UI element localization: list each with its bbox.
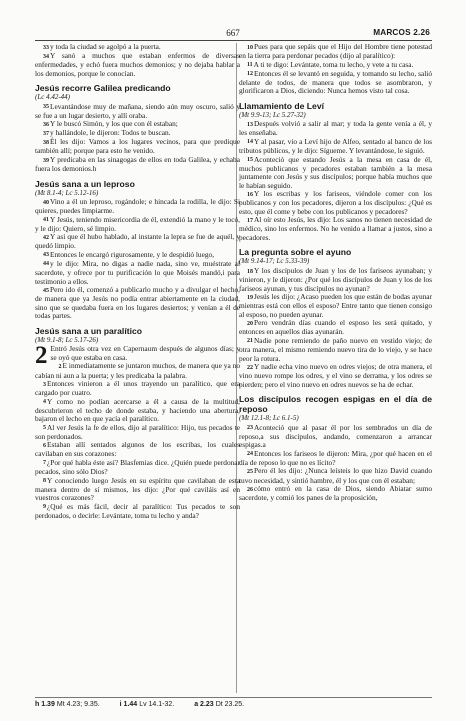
verse-text: y toda la ciudad se agolpó a la puerta. <box>50 42 161 51</box>
running-head: MARCOS 2.26 <box>373 28 430 37</box>
verse-text: Al ver Jesús la fe de ellos, dijo al paralítico: Hijo, tus pecados te son perdonados. <box>35 422 240 441</box>
verse-number: 43 <box>43 252 49 259</box>
footnote-text: Mt 4.23; 9.35. <box>56 701 100 708</box>
right-column <box>239 43 432 503</box>
section-heading: Llamamiento de Leví <box>239 100 325 111</box>
verse-text: Y predicaba en las sinagogas de ellos en toda Galilea, y echaba fuera los demonios.h <box>35 155 240 174</box>
section-heading: Los discípulos recogen espigas en el día de reposo <box>239 394 432 415</box>
verse-block <box>35 103 240 174</box>
verse-text: Y al pasar, vio a Leví hijo de Alfeo, sentado al banco de los tributos públicos, y le dijo: Sígueme. Y levantándose, le siguió. <box>239 136 432 155</box>
verse-text: Y los discípulos de Juan y los de los fariseos ayunaban; y vinieron, y le dijeron: ¿Por qué los discípulos de Juan y los de los fariseos ayunan, y tus discípulos no ayunan? <box>239 266 432 293</box>
verse <box>239 293 432 319</box>
verse-text: Aconteció que al pasar él por los sembrados un día de reposo,a sus discípulos, andando, comenzaron a arrancar espigas.a <box>239 422 432 450</box>
verse-text: Levantándose muy de mañana, siendo aún muy oscuro, salió y se fue a un lugar desierto, y allí oraba. <box>35 101 240 120</box>
verse-number: 39 <box>43 157 49 164</box>
verse-text: ¿Por qué habla éste así? Blasfemias dice. ¿Quién puede perdonar pecados, sino sólo Dios? <box>35 457 240 477</box>
verse-block <box>239 120 432 242</box>
verse-text: E inmediatamente se juntaron muchos, de manera que ya no cabían ni aun a la puerta; y les predicaba la palabra. <box>35 361 240 380</box>
chapter-opening <box>35 342 240 370</box>
verse-text: Jesús les dijo: ¿Acaso pueden los que están de bodas ayunar mientras está con ellos el esposo? Entre tanto que tienen consigo al esposo, no pueden ayunar. <box>239 292 432 319</box>
verse-block <box>239 43 432 96</box>
verse-number: 12 <box>247 71 253 78</box>
verse <box>35 424 240 442</box>
verse-text: Y nadie echa vino nuevo en odres viejos; de otra manera, el vino nuevo rompe los odres, y el vino se derrama, y los odres se pierden; pero el vino nuevo en odres nuevos se ha de echar. <box>239 362 432 389</box>
verse <box>35 216 240 234</box>
parallel-reference: (Mt 9.1-8; Lc 5.17-26) <box>35 335 99 344</box>
verse-number: 15 <box>247 157 253 164</box>
footnote <box>194 701 254 708</box>
verse-block <box>239 267 432 389</box>
verse-block <box>239 424 432 503</box>
verse-text: Entonces los fariseos le dijeron: Mira, ¿por qué hacen en el día de reposo lo que no es lícito? <box>239 448 432 467</box>
verse <box>239 363 432 389</box>
verse <box>35 138 240 156</box>
verse-text: y le dijo: Mira, no digas a nadie nada, sino ve, muéstrate al sacerdote, y ofrece por tu purificación lo que Moisés mandó,i para testimonio a ellos. <box>35 258 240 286</box>
verse <box>239 337 432 363</box>
verse <box>239 70 432 96</box>
verse-number: 26 <box>247 486 253 493</box>
verse-text: Pero vendrán días cuando el esposo les será quitado, y entonces en aquellos días ayunarán. <box>239 318 432 337</box>
footnote-text: Dt 23.25. <box>215 701 245 708</box>
chapter-number: 2 <box>35 342 48 370</box>
parallel-reference: (Mt 12.1-8; Lc 6.1-5) <box>239 414 299 423</box>
verse-text: Él les dijo: Vamos a los lugares vecinos, para que predique también allí; porque para esto he venido. <box>35 137 240 156</box>
verse-text: Y le buscó Simón, y los que con él estaban; <box>50 119 178 129</box>
footnote-key: a 2.23 <box>194 701 214 708</box>
verse <box>239 467 432 485</box>
verse-text: Entonces vinieron a él unos trayendo un paralítico, que era cargado por cuatro. <box>35 379 240 398</box>
header-rule <box>35 40 432 41</box>
verse-number: 6 <box>43 442 46 449</box>
footnote-key: i 1.44 <box>119 701 138 708</box>
verse-text: Pues para que sepáis que el Hijo del Hombre tiene potestad en la tierra para perdonar pecados (dijo al paralítico): <box>239 42 432 61</box>
footnote-key: h 1.39 <box>35 701 55 708</box>
verse-number: 18 <box>247 268 253 275</box>
verse-text: Y conociendo luego Jesús en su espíritu que cavilaban de esta manera dentro de sí mismos, les dijo: ¿Por qué caviláis así en vuestros corazones? <box>35 475 240 503</box>
section-heading: Jesús recorre Galilea predicando <box>35 83 171 94</box>
verse-text: Y sanó a muchos que estaban enfermos de diversas enfermedades, y echó fuera muchos demonios; y no dejaba hablar a los demonios, porque le conocían. <box>35 51 240 78</box>
parallel-reference: (Mt 8.1-4; Lc 5.12-16) <box>35 188 99 197</box>
verse-number: 8 <box>43 478 46 485</box>
footnote-text: Lv 14.1-32. <box>139 701 175 708</box>
verse <box>35 362 240 380</box>
footnotes <box>35 697 432 708</box>
verse-number: 14 <box>247 139 253 146</box>
verse <box>239 120 432 138</box>
verse-text: Después volvió a salir al mar; y toda la gente venía a él, y les enseñaba. <box>239 119 432 138</box>
verse-text: A ti te digo: Levántate, toma tu lecho, y vete a tu casa. <box>253 59 414 69</box>
verse-text: Entonces él se levantó en seguida, y tomando su lecho, salió delante de todos, de manera que todos se asombraron, y glorificaron a Dios, diciendo: Nunca hemos visto tal cosa. <box>239 68 432 96</box>
verse <box>239 424 432 450</box>
section-heading: Jesús sana a un leproso <box>35 178 135 189</box>
verse-text: Estaban allí sentados algunos de los escribas, los cuales cavilaban en sus corazones: <box>35 440 240 459</box>
verse-number: 23 <box>247 425 253 432</box>
verse-block <box>35 43 240 78</box>
verse-number: 16 <box>247 191 253 198</box>
verse-number: 20 <box>247 320 253 327</box>
verse-number: 41 <box>43 217 49 224</box>
verse-number: 5 <box>43 425 46 432</box>
verse-text: Y los escribas y los fariseos, viéndole comer con los publicanos y con los pecadores, dijeron a los discípulos: ¿Qué es esto, que él come y bebe con los publicanos y pecadores? <box>239 189 432 216</box>
verse-number: 9 <box>43 504 46 511</box>
verse-text: Aconteció que estando Jesús a la mesa en casa de él, muchos publicanos y pecadores estaban también a la mesa juntamente con Jesús y sus discípulos; porque había muchos que le habían seguido. <box>239 154 432 190</box>
verse <box>239 450 432 468</box>
verse-text: Y así que él hubo hablado, al instante la lepra se fue de aquél, y quedó limpio. <box>35 232 240 251</box>
verse <box>35 103 240 121</box>
verse-text: Y Jesús, teniendo misericordia de él, extendió la mano y le tocó, y le dijo: Quiero, sé limpio. <box>35 214 240 233</box>
verse <box>35 233 240 251</box>
verse-text: ¿Qué es más fácil, decir al paralítico: Tus pecados te son perdonados, o decirle: Levántate, toma tu lecho y anda? <box>35 501 240 520</box>
verse-text: Pero ido él, comenzó a publicarlo mucho y a divulgar el hecho, de manera que ya Jesús no podía entrar abiertamente en la ciudad, sino que se quedaba fuera en los lugares desiertos; y venían a él de todas partes. <box>35 285 240 321</box>
verse-number: 37 <box>43 130 49 137</box>
verse <box>35 52 240 78</box>
verse-number: 36 <box>43 121 49 128</box>
verse-block <box>35 362 240 520</box>
section-heading: La pregunta sobre el ayuno <box>239 247 352 258</box>
verse-number: 40 <box>43 199 49 206</box>
verse-text: Entonces le encargó rigurosamente, y le despidió luego, <box>50 249 215 259</box>
verse-text: Al oír esto Jesús, les dijo: Los sanos no tienen necesidad de médico, sino los enfermos. No he venido a llamar a justos, sino a pecadores. <box>239 215 432 242</box>
verse-number: 22 <box>247 364 253 371</box>
verse-number: 35 <box>43 104 49 111</box>
parallel-reference: (Lc 4.42-44) <box>35 93 70 102</box>
verse-number: 44 <box>43 261 49 268</box>
footnote <box>35 701 110 708</box>
verse <box>239 43 432 61</box>
verse-number: 10 <box>247 44 253 51</box>
verse-text: Pero él les dijo: ¿Nunca leísteis lo que hizo David cuando tuvo necesidad, y sintió hambre, él y los que con él estaban; <box>239 466 432 485</box>
parallel-reference: (Mt 9.14-17; Lc 5.33-39) <box>239 257 310 266</box>
verse <box>35 380 240 398</box>
verse <box>239 138 432 156</box>
verse <box>35 441 240 459</box>
verse-number: 11 <box>247 62 253 69</box>
verse <box>35 156 240 174</box>
verse-number: 21 <box>247 338 253 345</box>
left-column <box>35 43 240 520</box>
verse <box>35 398 240 424</box>
verse-number: 2 <box>58 363 62 370</box>
verse-number: 45 <box>43 287 49 294</box>
verse-number: 34 <box>43 53 49 60</box>
verse-text: Vino a él un leproso, rogándole; e hincada la rodilla, le dijo: Si quieres, puedes limpiarme. <box>35 197 240 216</box>
verse-text: Y como no podían acercarse a él a causa de la multitud, descubrieron el techo de donde estaba, y haciendo una abertura, bajaron el lecho en que yacía el paralítico. <box>35 396 240 424</box>
section-heading: Jesús sana a un paralítico <box>35 325 142 336</box>
page-number: 667 <box>226 28 240 38</box>
verse <box>239 319 432 337</box>
parallel-reference: (Mt 9.9-13; Lc 5.27-32) <box>239 110 306 119</box>
verse-text: y hallándole, le dijeron: Todos te buscan. <box>50 128 171 138</box>
verse-number: 33 <box>43 44 49 51</box>
verse <box>35 286 240 321</box>
verse <box>35 459 240 477</box>
verse-number: 7 <box>43 460 46 467</box>
verse-number: 42 <box>43 234 49 241</box>
verse-number: 17 <box>247 217 253 224</box>
verse-number: 24 <box>247 451 253 458</box>
verse <box>35 503 240 521</box>
verse-text: Nadie pone remiendo de paño nuevo en vestido viejo; de otra manera, el mismo remiendo nuevo tira de lo viejo, y se hace peor la rotura. <box>239 335 432 363</box>
verse-number: 19 <box>247 294 253 301</box>
verse-number: 13 <box>247 121 253 128</box>
verse-number: 25 <box>247 468 253 475</box>
verse <box>239 485 432 503</box>
verse-number: 3 <box>43 381 46 388</box>
verse <box>35 198 240 216</box>
footnote <box>120 701 185 708</box>
verse-text: Entró Jesús otra vez en Capernaum después de algunos días; y se oyó que estaba en casa. <box>50 344 240 362</box>
verse <box>35 260 240 286</box>
verse <box>239 267 432 293</box>
verse-number: 4 <box>43 399 46 406</box>
verse <box>239 190 432 216</box>
verse <box>35 477 240 503</box>
verse-block <box>35 198 240 321</box>
verse <box>239 156 432 191</box>
verse-text: cómo entró en la casa de Dios, siendo Abiatar sumo sacerdote, y comió los panes de la proposición, <box>239 484 432 503</box>
verse-number: 38 <box>43 139 49 146</box>
verse <box>239 216 432 242</box>
